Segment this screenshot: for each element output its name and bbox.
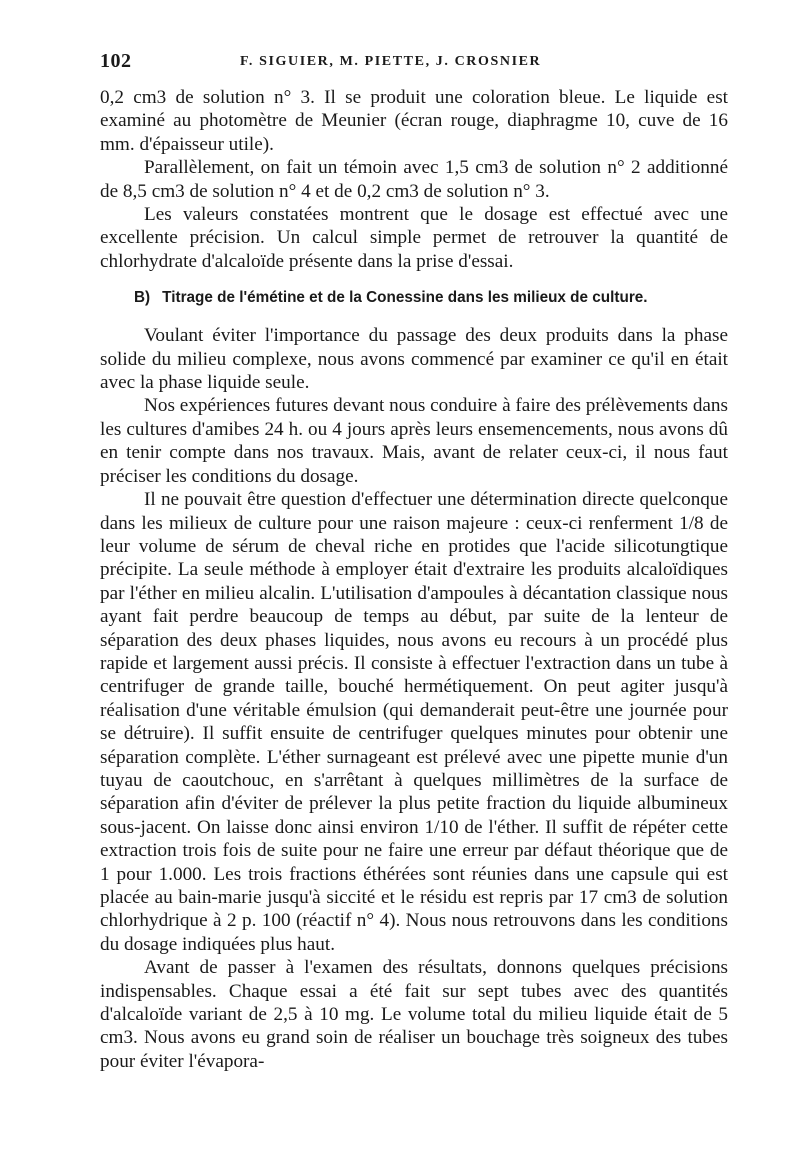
section-heading xyxy=(134,288,728,308)
section-letter: B) xyxy=(134,289,151,307)
body-text xyxy=(100,86,728,1073)
paragraph: Les valeurs constatées montrent que le dosage est effectué avec une excellente précision. Un calcul simple permet de retrouver la quantité de chlorhydrate d'alcaloïde présente dans la prise d'essai. xyxy=(100,204,728,272)
paragraph: Avant de passer à l'examen des résultats, donnons quelques précisions indispensables. Chaque essai a été fait sur sept tubes avec des quantités d'alcaloïde variant de 2,5 à 10 mg. Le volume total du milieu liquide était de 5 cm3. Nous avons eu grand soin de réaliser un bouchage très soigneux des tubes pour éviter l'évapora- xyxy=(100,957,728,1072)
paragraph: 0,2 cm3 de solution n° 3. Il se produit une coloration bleue. Le liquide est examiné au photomètre de Meunier (écran rouge, diaphragme 10, cuve de 16 mm. d'épaisseur utile). xyxy=(100,87,728,155)
paragraph: Il ne pouvait être question d'effectuer une détermination directe quelconque dans les milieux de culture pour une raison majeure : ceux-ci renferment 1/8 de leur volume de sérum de cheval riche en protides que l'acide silicotungtique précipite. La seule méthode à employer était d'extraire les produits alcaloïdiques par l'éther en milieu alcalin. L'utilisation d'ampoules à décantation classique nous ayant fait perdre beaucoup de temps au début, par suite de la lenteur de séparation des deux phases liquides, nous avons eu recours à un procédé plus rapide et largement aussi précis. Il consiste à effectuer l'extraction dans un tube à centrifuger de grande taille, bouché hermétiquement. On peut agiter jusqu'à réalisation d'une véritable émulsion (qui demanderait peut-être une journée pour se détruire). Il suffit ensuite de centrifuger quelques minutes pour obtenir une séparation complète. L'éther surnageant est prélevé avec une pipette munie d'un tuyau de caoutchouc, en s'arrêtant à quelques millimètres de la surface de séparation afin d'éviter de prélever la plus petite fraction du liquide albumineux sous-jacent. On laisse donc ainsi environ 1/10 de l'éther. Il suffit de répéter cette extraction trois fois de suite pour ne faire une erreur par défaut théorique que de 1 pour 1.000. Les trois fractions éthérées sont réunies dans une capsule qui est placée au bain-marie jusqu'à siccité et le résidu est repris par 17 cm3 de solution chlorhydrique à 2 p. 100 (réactif n° 4). Nous nous retrouvons dans les conditions du dosage indiquées plus haut. xyxy=(100,489,728,955)
paragraph: Parallèlement, on fait un témoin avec 1,5 cm3 de solution n° 2 additionné de 8,5 cm3 de solution n° 4 et de 0,2 cm3 de solution n° 3. xyxy=(100,157,728,202)
page-number: 102 xyxy=(100,50,132,72)
page-header xyxy=(100,50,728,76)
section-title: Titrage de l'émétine et de la Conessine dans les milieux de culture. xyxy=(162,289,648,307)
paragraph: Voulant éviter l'importance du passage des deux produits dans la phase solide du milieu complexe, nous avons commencé par examiner ce qu'il en était avec la phase liquide seule. xyxy=(100,325,728,394)
running-head-authors: F. SIGUIER, M. PIETTE, J. CROSNIER xyxy=(240,54,542,69)
paragraph: Nos expériences futures devant nous conduire à faire des prélèvements dans les cultures d'amibes 24 h. ou 4 jours après leurs ensemencements, nous avons dû en tenir compte dans nos travaux. Mais, avant de relater ceux-ci, il nous faut préciser les conditions du dosage. xyxy=(100,395,728,487)
